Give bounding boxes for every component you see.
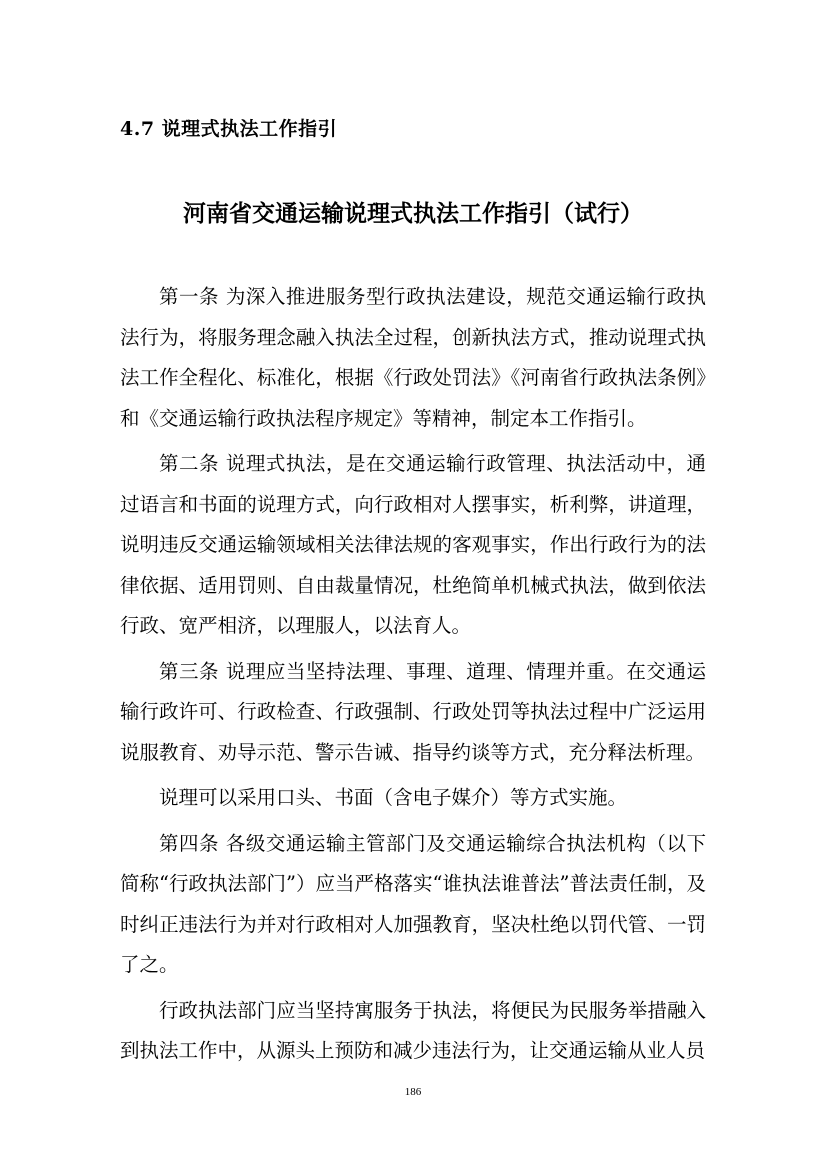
section-heading: 4.7 说理式执法工作指引: [120, 118, 338, 140]
paragraph-article-1: 第一条 为深入推进服务型行政执法建设，规范交通运输行政执法行为，将服务理念融入执法全过程，创新执法方式，推动说理式执法工作全程化、标准化，根据《行政处罚法》《河南省行政执法条例》和《交通运输行政执法程序规定》等精神，制定本工作指引。: [120, 285, 706, 430]
paragraph-article-3: 第三条 说理应当坚持法理、事理、道理、情理并重。在交通运输行政许可、行政检查、行政强制、行政处罚等执法过程中广泛运用说服教育、劝导示范、警示告诫、指导约谈等方式，充分释法析理。: [120, 659, 706, 764]
paragraph-article-4: 第四条 各级交通运输主管部门及交通运输综合执法机构（以下简称“行政执法部门”）应当严格落实“谁执法谁普法”普法责任制，及时纠正违法行为并对行政相对人加强教育，坚决杜绝以罚代管、一罚了之。: [120, 831, 706, 976]
document-body: [120, 277, 706, 1072]
paragraph-article-3-note: 说理可以采用口头、书面（含电子媒介）等方式实施。: [159, 786, 628, 809]
page-number: 186: [404, 1086, 422, 1098]
paragraph-article-4-continued: 行政执法部门应当坚持寓服务于执法，将便民为民服务举措融入到执法工作中，从源头上预防和减少违法行为，让交通运输从业人员: [120, 998, 706, 1062]
paragraph-article-2: 第二条 说理式执法，是在交通运输行政管理、执法活动中，通过语言和书面的说理方式，向行政相对人摆事实，析利弊，讲道理，说明违反交通运输领域相关法律法规的客观事实，作出行政行为的法律依据、适用罚则、自由裁量情况，杜绝简单机械式执法，做到依法行政、宽严相济，以理服人，以法育人。: [120, 452, 706, 637]
document-title: 河南省交通运输说理式执法工作指引（试行）: [183, 200, 643, 227]
